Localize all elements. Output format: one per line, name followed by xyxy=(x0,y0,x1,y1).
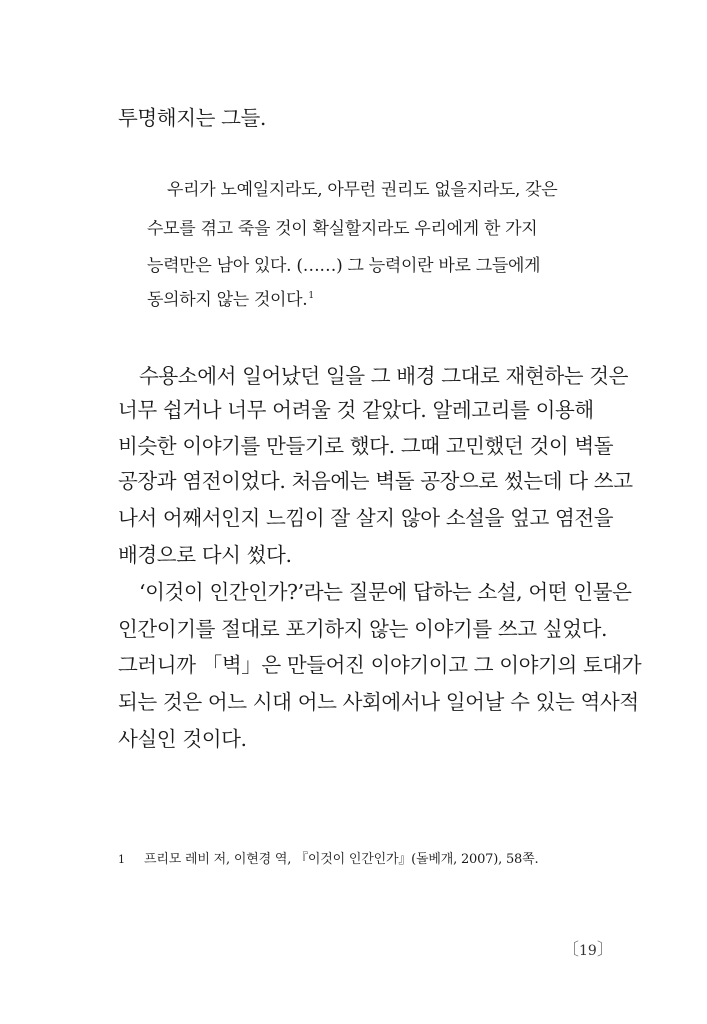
paragraph-line: 사실인 것이다. xyxy=(118,727,247,751)
paragraph-line: 수용소에서 일어났던 일을 그 배경 그대로 재현하는 것은 xyxy=(139,364,629,388)
footnote-number: 1 xyxy=(118,853,125,866)
page-number-open: 〔 xyxy=(562,940,579,960)
footnote xyxy=(118,848,538,867)
page-number-close: 〕 xyxy=(596,940,614,960)
paragraph-line: 되는 것은 어느 시대 어느 사회에서나 일어날 수 있는 역사적 xyxy=(118,690,639,714)
page-number-value: 19 xyxy=(579,943,597,959)
block-quote-text: 동의하지 않는 것이다. xyxy=(147,290,308,310)
paragraph-line: 인간이기를 절대로 포기하지 않는 이야기를 쓰고 싶었다. xyxy=(118,617,608,641)
block-quote-line: 우리가 노예일지라도, 아무런 권리도 없을지라도, 갖은 xyxy=(167,180,558,200)
footnote-text: 프리모 레비 저, 이현경 역, 『이것이 인간인가』(돌베개, 2007), 58쪽. xyxy=(144,852,539,867)
paragraph-line: 그러니까 「벽」은 만들어진 이야기이고 그 이야기의 토대가 xyxy=(118,653,642,677)
paragraph-line: 비슷한 이야기를 만들기로 했다. 그때 고민했던 것이 벽돌 xyxy=(118,434,614,458)
page-number xyxy=(562,935,614,960)
paragraph-line: 배경으로 다시 썼다. xyxy=(118,543,292,567)
paragraph-line: 너무 쉽거나 너무 어려울 것 같았다. 알레고리를 이용해 xyxy=(118,398,594,422)
paragraph-line: ‘이것이 인간인가?’라는 질문에 답하는 소설, 어떤 인물은 xyxy=(139,580,632,604)
opening-line: 투명해지는 그들. xyxy=(118,106,267,130)
paragraph-line: 공장과 염전이었다. 처음에는 벽돌 공장으로 썼는데 다 쓰고 xyxy=(118,469,633,493)
paragraph-line: 나서 어째서인지 느낌이 잘 살지 않아 소설을 엎고 염전을 xyxy=(118,506,614,530)
footnote-reference: 1 xyxy=(308,291,314,302)
block-quote-line: 능력만은 남아 있다. (……) 그 능력이란 바로 그들에게 xyxy=(147,256,541,276)
block-quote-line: 수모를 겪고 죽을 것이 확실할지라도 우리에게 한 가지 xyxy=(147,219,538,239)
block-quote-line-last xyxy=(147,292,314,309)
